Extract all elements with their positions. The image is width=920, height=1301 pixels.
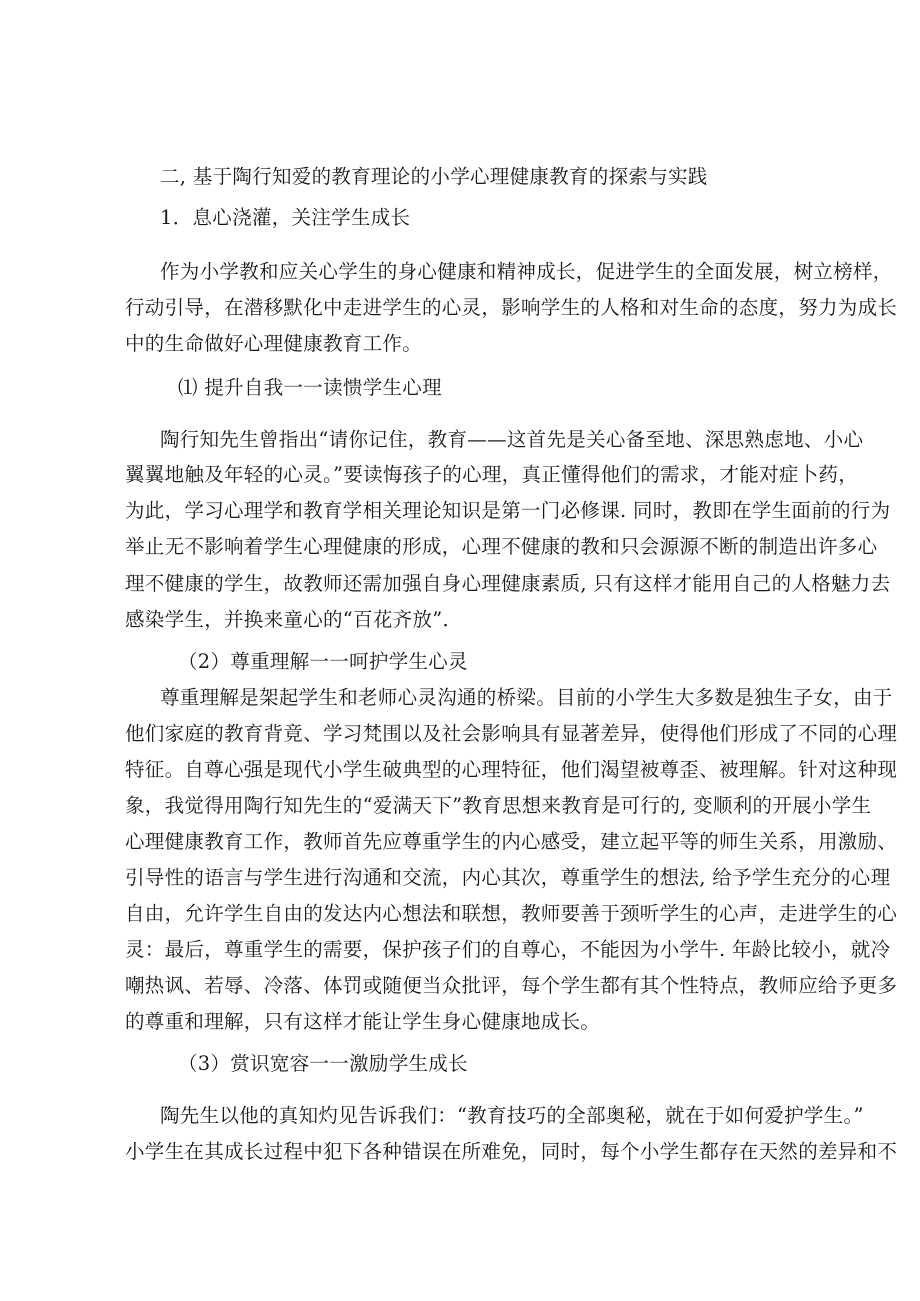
paragraph-3-line: 尊重理解是架起学生和老师心灵沟通的桥梁。目前的小学生大多数是独生子女，由于 bbox=[160, 686, 893, 709]
paragraph-1-line: 中的生命做好心理健康教育工作。 bbox=[125, 332, 423, 355]
paragraph-4-line: 小学生在其成长过程中犯下各种错误在所难免，同时，每个小学生都存在天然的差异和不 bbox=[125, 1140, 898, 1163]
paragraph-4-line: 陶先生以他的真知灼见告诉我们：“教育技巧的全部奥秘，就在于如何爱护学生。” bbox=[160, 1104, 864, 1127]
paragraph-3-line: 心理健康教育工作，教师首先应尊重学生的内心感受，建立起平等的师生关系，用激励、 bbox=[125, 830, 898, 853]
subsection-heading: 1．息心浇灌，关注学生成长 bbox=[160, 206, 411, 229]
paragraph-3-line: 灵：最后，尊重学生的需要，保护孩子们的自尊心，不能因为小学牛. 年龄比较小，就冷 bbox=[125, 938, 891, 961]
paragraph-2-line: 为此，学习心理学和教育学相关理论知识是第一门必修课. 同时，教即在学生面前的行为 bbox=[125, 499, 891, 522]
item-heading-1: ⑴ 提升自我一一读愦学生心理 bbox=[178, 376, 442, 399]
paragraph-3-line: 嘲热讽、若辱、冷落、体罚或随便当众批评，每个学生都有其个性特点，教师应给予更多 bbox=[125, 974, 898, 997]
paragraph-3-line: 特征。自尊心强是现代小学生破典型的心理特征，他们渴望被尊歪、被理解。针对这种现 bbox=[125, 758, 898, 781]
paragraph-2-line: 举止无不影响着学生心理健康的形成，心理不健康的教和只会源源不断的制造出许多心 bbox=[125, 535, 878, 558]
paragraph-2-line: 感染学生，并换来童心的“百花齐放”． bbox=[125, 608, 463, 631]
paragraph-3-line: 自由，允许学生自由的发达内心想法和联想，教师要善于颈听学生的心声，走进学生的心 bbox=[125, 902, 898, 925]
paragraph-3-line: 他们家庭的教育背竟、学习梵围以及社会影响具有显著差异，使得他们形成了不同的心理 bbox=[125, 722, 898, 745]
paragraph-3-line: 的尊重和理解，只有这样才能让学生身心健康地成长。 bbox=[125, 1010, 601, 1033]
section-heading: 二, 基于陶行知爱的教育理论的小学心理健康教育的探索与实践 bbox=[160, 165, 708, 188]
paragraph-2-line: 翼翼地触及年轻的心灵。”要读悔孩子的心理，真正懂得他们的需求，才能对症卜药， bbox=[125, 463, 859, 486]
paragraph-3-line: 引导性的语言与学生进行沟通和交流，内心其次，尊重学生的想法, 给予学生充分的心理 bbox=[125, 866, 891, 889]
paragraph-2-line: 陶行知先生曾指出“请你记住，教育——这首先是关心备至地、深思熟虑地、小心 bbox=[160, 428, 864, 451]
paragraph-1-line: 行动引导，在潜移默化中走进学生的心灵，影响学生的人格和对生命的态度，努力为成长 bbox=[125, 296, 898, 319]
item-heading-2: （2）尊重理解一一呵护学生心灵 bbox=[178, 650, 468, 673]
paragraph-1-line: 作为小学教和应关心学生的身心健康和精神成长，促进学生的全面发展，树立榜样， bbox=[160, 260, 893, 283]
paragraph-3-line: 象，我觉得用陶行知先生的“爱满天下”教育思想来教育是可行的, 变顺利的开展小学生 bbox=[125, 794, 872, 817]
item-heading-3: （3）赏识宽容一一激励学生成长 bbox=[178, 1052, 468, 1075]
paragraph-2-line: 理不健康的学生，故教师还需加强自身心理健康素质, 只有这样才能用自己的人格魅力去 bbox=[125, 572, 891, 595]
